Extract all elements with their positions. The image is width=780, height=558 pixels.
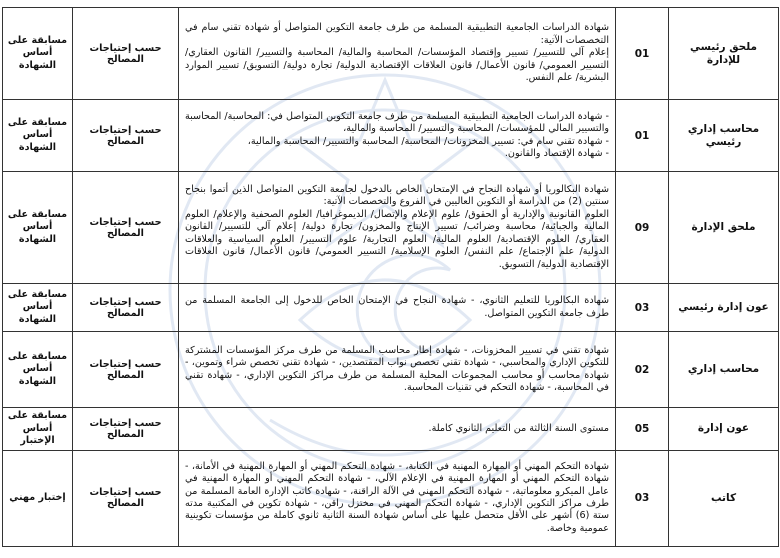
condition-line: شهادة البكالوريا للتعليم الثانوي، - شهادة النجاح في الإمتحان الخاص للدخول إلى الجامعة المسلمة من طرف جامعة التكوين المتواصل.: [185, 295, 609, 319]
positions-count: 03: [616, 450, 669, 546]
table-row: [3, 172, 779, 284]
rank-name: محاسب إداري رئيسي: [669, 100, 779, 172]
conditions-cell: [179, 172, 616, 284]
conditions-cell: [179, 284, 616, 332]
conditions-cell: [179, 408, 616, 451]
recruitment-mode: مسابقة على أساس الشهادة: [3, 284, 73, 332]
positions-count: 01: [616, 100, 669, 172]
positions-count: 03: [616, 284, 669, 332]
needs-cell: حسب إحتياجات المصالح: [73, 8, 179, 100]
needs-cell: حسب إحتياجات المصالح: [73, 332, 179, 408]
needs-cell: حسب إحتياجات المصالح: [73, 172, 179, 284]
condition-line: إعلام آلي للتسيير/ تسيير وإقتصاد المؤسسات/ المحاسبة والمالية/ المحاسبة والتسيير/ القانون العقاري/ التسيير العمومي/ قانون الأعمال/ قانون العلاقات الإقتصادية الدولية/ تجارة دولية/ التسويق/ تسيير الموارد البشرية/ علم النفس.: [185, 47, 609, 84]
table-row: [3, 8, 779, 100]
conditions-cell: [179, 450, 616, 546]
condition-line: العلوم القانونية والإدارية أو الحقوق/ علوم الإعلام والإتصال/ الديموغرافيا/ العلوم الصحفية والإعلام/ العلوم المالية والجبائية/ محاسبة وضرائب/ تسيير الإنتاج والمخزون/ تجارة دولية/ إعلام آلي للتسيير/ القانون العقاري/ العلوم الإقتصادية/ العلوم المالية/ العلوم التجارية/ علوم التسيير/ العلوم السياسية والعلاقات الدولية/ علم الإجتماع/ علم النفس/ العلوم الإسلامية/ التسيير العمومي/ قانون الأعمال/ قانون العلاقات الإقتصادية الدولية/ التسويق.: [185, 208, 609, 270]
condition-line: شهادة التحكم المهني أو المهارة المهنية في الكتابة، - شهادة التحكم المهني أو المهارة المهنية في الأمانة، - شهادة التحكم المهني أو المهارة المهنية في الإعلام الآلي، - شهادة التحكم المهني أو المهارة المهنية في عامل الميكرو معلوماتية، - شهادة التحكم المهني في الآلة الراقنة، - شهادة كاتب الإدارة العامة المسلمة من طرف مراكز التكوين الإداري، - شهادة التحكم المهني في مختزل راقن، - شهادة تكوين في المكتبية مدته ستة (6) أشهر على الأقل متحصل عليها على أساس شهادة السنة الثانية ثانوي كاملة من مؤسسات تكوينية عمومية وخاصة.: [185, 460, 609, 534]
condition-line: - شهادة تقني سام في: تسيير المخزونات/ المحاسبة/ المحاسبة والتسيير/ المحاسبة والمالية،: [247, 135, 609, 147]
needs-cell: حسب إحتياجات المصالح: [73, 450, 179, 546]
rank-name: ملحق رئيسي للإدارة: [669, 8, 779, 100]
positions-count: 09: [616, 172, 669, 284]
condition-line: شهادة الدراسات الجامعية التطبيقية المسلمة من طرف جامعة التكوين المتواصل أو شهادة تقني سام في التخصصات الآتية:: [185, 22, 609, 46]
recruitment-mode: مسابقة على أساس الشهادة: [3, 172, 73, 284]
table-row: [3, 284, 779, 332]
recruitment-mode: مسابقة على أساس الشهادة: [3, 8, 73, 100]
condition-line: - شهادة الدراسات الجامعية التطبيقية المسلمة من طرف جامعة التكوين المتواصل في: المحاسبة/ المحاسبة والتسيير المالي للمؤسسات/ المحاسبة والتسيير/ المحاسبة والمالية،: [185, 110, 609, 135]
positions-count: 01: [616, 8, 669, 100]
rank-name: ملحق الإدارة: [669, 172, 779, 284]
condition-line: شهادة البكالوريا أو شهادة النجاح في الإمتحان الخاص بالدخول لجامعة التكوين المتواصل الذين أتموا بنجاح سنتين (2) من الدراسة أو التكوين العاليين في الفروع والتخصصات الآتية:: [185, 184, 609, 208]
rank-name: عون إدارة رئيسي: [669, 284, 779, 332]
recruitment-mode: إختبار مهني: [3, 450, 73, 546]
recruitment-mode: مسابقة على أساس الإختبار: [3, 408, 73, 451]
recruitment-mode: مسابقة على أساس الشهادة: [3, 100, 73, 172]
positions-count: 05: [616, 408, 669, 451]
recruitment-mode: مسابقة على أساس الشهادة: [3, 332, 73, 408]
needs-cell: حسب إحتياجات المصالح: [73, 408, 179, 451]
table-row: [3, 100, 779, 172]
conditions-cell: [179, 332, 616, 408]
recruitment-table: [2, 7, 779, 547]
needs-cell: حسب إحتياجات المصالح: [73, 100, 179, 172]
conditions-cell: [179, 100, 616, 172]
needs-cell: حسب إحتياجات المصالح: [73, 284, 179, 332]
rank-name: محاسب إداري: [669, 332, 779, 408]
conditions-cell: [179, 8, 616, 100]
table-row: [3, 450, 779, 546]
condition-line: - شهادة الإقتصاد والقانون.: [504, 147, 609, 159]
table-row: [3, 332, 779, 408]
positions-count: 02: [616, 332, 669, 408]
condition-line: مستوى السنة الثالثة من التعليم الثانوي كاملة.: [428, 422, 609, 434]
table-row: [3, 408, 779, 451]
rank-name: عون إدارة: [669, 408, 779, 451]
condition-line: شهادة تقني في تسيير المخزونات، - شهادة إطار محاسب المسلمة من طرف مركز المؤسسات المشتركة للتكوين الإداري والمحاسبي، - شهادة تقني تخصص نواب المقتصدين، - شهادة تقني تخصص شراء وتموين، - شهادة محاسب أو محاسب المجموعات المحلية المسلمة من طرف مراكز التكوين الإداري، - شهادة تقني في المحاسبة، - شهادة التحكم في تقنيات المحاسبة.: [185, 344, 609, 393]
rank-name: كاتب: [669, 450, 779, 546]
